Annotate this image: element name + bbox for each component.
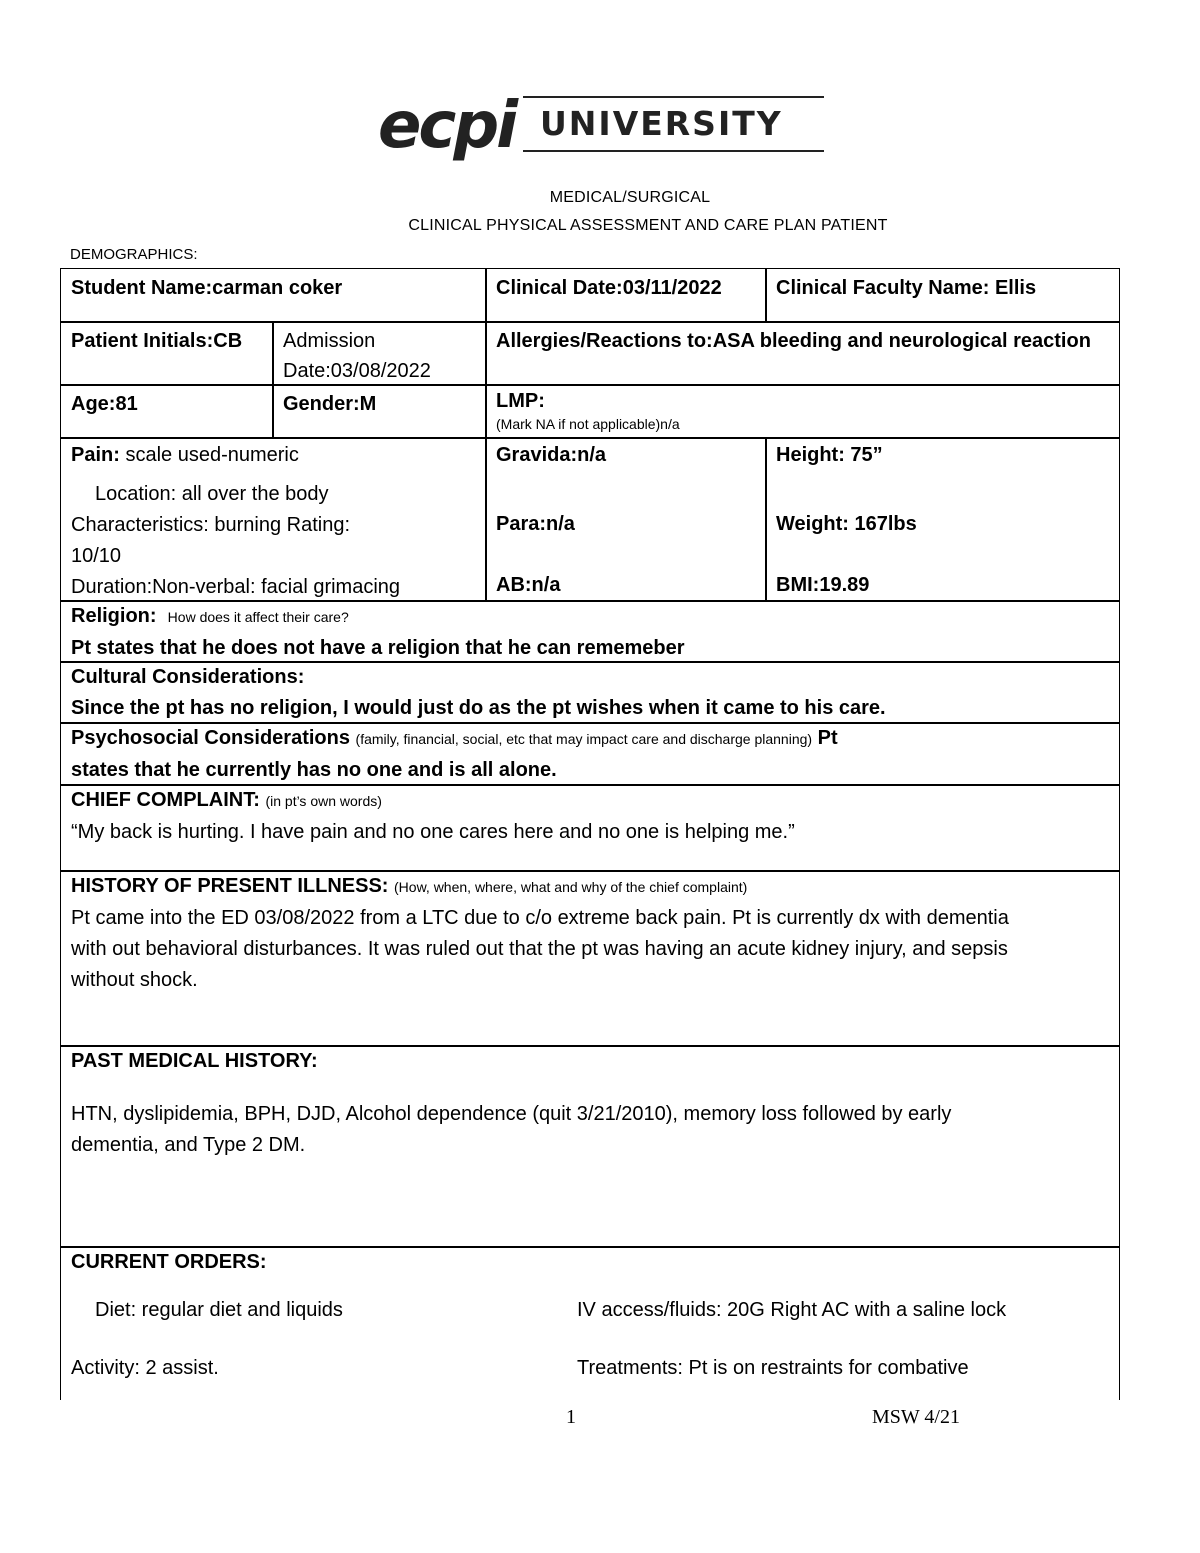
pain-rating: 10/10 [71,545,122,567]
hpi-line3: without shock. [71,969,198,991]
cultural-label: Cultural Considerations: [71,666,305,688]
student-name-cell [60,268,487,323]
form-title-line1: MEDICAL/SURGICAL [549,189,711,206]
psychosocial-prompt: (family, financial, social, etc that may impact care and discharge planning) [355,731,813,747]
abortions: AB:n/a [496,574,561,596]
religion-prompt: How does it affect their care? [167,609,349,625]
psychosocial-answer: states that he currently has no one and is all alone. [71,759,557,781]
para: Para:n/a [496,513,575,535]
order-activity: Activity: 2 assist. [71,1357,219,1379]
cultural-answer: Since the pt has no religion, I would just do as the pt wishes when it came to his care. [71,697,886,719]
hpi-prompt: (How, when, where, what and why of the chief complaint) [394,879,748,895]
current-orders-label: CURRENT ORDERS: [71,1251,267,1273]
body-measurements-cell [765,437,1120,602]
psychosocial-cell [60,722,1120,786]
section-label-demographics: DEMOGRAPHICS: [70,246,198,263]
clinical-date: Clinical Date:03/11/2022 [496,277,722,299]
weight: Weight: 167lbs [776,513,917,535]
order-iv-access: IV access/fluids: 20G Right AC with a saline lock [577,1299,1007,1321]
clinical-faculty-cell [765,268,1120,323]
psychosocial-label: Psychosocial Considerations [71,727,350,749]
patient-initials: Patient Initials:CB [71,330,243,352]
pain-duration: Duration:Non-verbal: facial grimacing [71,576,401,598]
cultural-cell [60,661,1120,724]
age-cell [60,384,274,439]
admission-date-cell [272,321,487,386]
chief-complaint-label: CHIEF COMPLAINT: [71,789,260,811]
height: Height: 75” [776,444,883,466]
religion-cell [60,600,1120,663]
hpi-line2: with out behavioral disturbances. It was ruled out that the pt was having an acute kidney injury, and sepsis [71,938,1008,960]
pain-cell [60,437,487,602]
logo-word: UNIVERSITY [540,104,783,143]
pmh-line2: dementia, and Type 2 DM. [71,1134,306,1156]
pain-location: Location: all over the body [95,483,329,505]
gender: Gender:M [283,393,377,415]
allergies: Allergies/Reactions to:ASA bleeding and neurological reaction [496,330,1091,352]
pmh-label: PAST MEDICAL HISTORY: [71,1050,318,1072]
student-name: Student Name:carman coker [71,277,343,299]
logo-mark: ecpi [378,94,523,158]
pmh-line1: HTN, dyslipidemia, BPH, DJD, Alcohol dependence (quit 3/21/2010), memory loss followed by early [71,1103,952,1125]
hpi-cell [60,870,1120,1047]
lmp-label: LMP: [496,390,545,412]
obstetric-cell [485,437,767,602]
order-treatments: Treatments: Pt is on restraints for combative [577,1357,969,1379]
chief-complaint-prompt: (in pt’s own words) [265,793,382,809]
assessment-form-table [60,268,1120,1400]
pain-scale: scale used-numeric [119,444,299,466]
religion-label: Religion: [71,605,157,627]
admission-date: Date:03/08/2022 [283,360,431,382]
chief-complaint-answer: “My back is hurting. I have pain and no one cares here and no one is helping me.” [71,821,795,843]
form-code: MSW 4/21 [872,1406,960,1428]
order-diet: Diet: regular diet and liquids [95,1299,343,1321]
admission-label: Admission [283,330,376,352]
page-number: 1 [566,1406,576,1428]
allergies-cell [485,321,1120,386]
pain-label: Pain: [71,444,120,466]
pain-characteristics: Characteristics: burning Rating: [71,514,351,536]
lmp-note: (Mark NA if not applicable)n/a [496,416,680,432]
ecpi-university-logo [378,88,824,163]
lmp-cell [485,384,1120,439]
hpi-label: HISTORY OF PRESENT ILLNESS: [71,875,389,897]
bmi: BMI:19.89 [776,574,870,596]
hpi-line1: Pt came into the ED 03/08/2022 from a LTC due to c/o extreme back pain. Pt is currently dx with dementia [71,907,1009,929]
chief-complaint-cell [60,784,1120,872]
gender-cell [272,384,487,439]
current-orders-cell [60,1246,1120,1400]
religion-answer: Pt states that he does not have a religion that he can rememeber [71,637,685,659]
psychosocial-answer-start: Pt [817,727,838,749]
patient-initials-cell [60,321,274,386]
form-title-line2: CLINICAL PHYSICAL ASSESSMENT AND CARE PLAN PATIENT [408,217,888,234]
clinical-date-cell [485,268,767,323]
pmh-cell [60,1045,1120,1248]
age: Age:81 [71,393,138,415]
clinical-faculty: Clinical Faculty Name: Ellis [776,277,1037,299]
gravida: Gravida:n/a [496,444,607,466]
